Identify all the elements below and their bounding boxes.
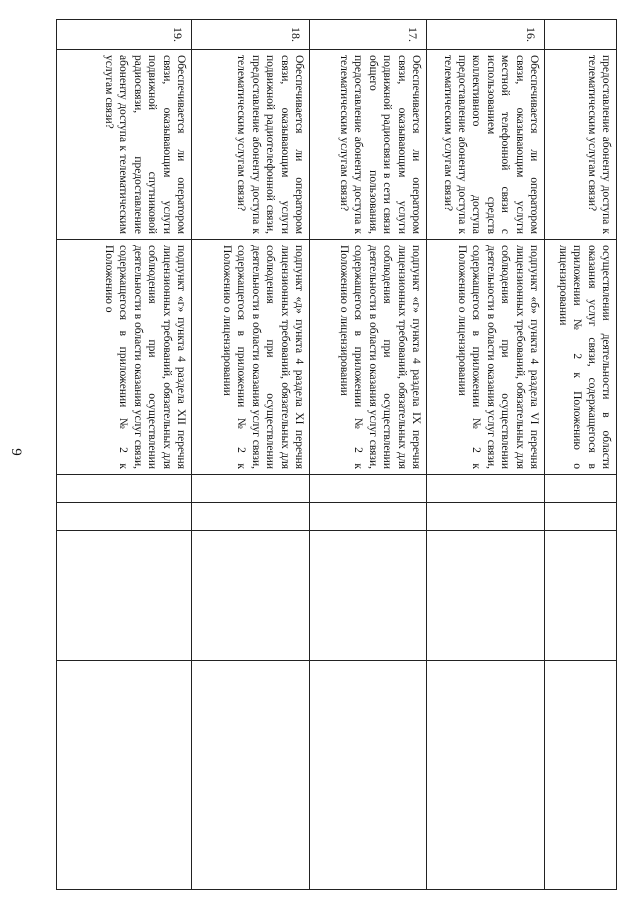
reference-cell: подпункт «г» пункта 4 раздела XII перечня лицензионных требований, обязательных для соблюдения при осуществлении деятельности в области оказания услуг связи, содержащегося в приложении № 2 к Положению о — [57, 240, 192, 475]
answer-cell — [427, 475, 545, 503]
answer-cell — [427, 531, 545, 661]
checklist-sheet — [57, 19, 617, 889]
answer-cell — [545, 531, 617, 661]
question-cell: Обеспечивается ли оператором связи, оказывающим услуги местной телефонной связи с использованием средств коллективного доступа предоставление абоненту доступа к телематическим услугам связи? — [427, 50, 545, 240]
answer-cell — [192, 503, 310, 531]
row-number: 19. — [57, 20, 192, 50]
row-number — [545, 20, 617, 50]
question-cell: Обеспечивается ли оператором связи, оказывающим услуги подвижной радиотелефонной связи, предоставление абоненту доступа к телематическим услугам связи? — [192, 50, 310, 240]
answer-cell — [192, 475, 310, 503]
table-row — [192, 20, 310, 890]
answer-cell — [57, 475, 192, 503]
reference-cell: подпункт «д» пункта 4 раздела XI перечня лицензионных требований, обязательных для соблюдения при осуществлении деятельности в области оказания услуг связи, содержащегося в приложении № 2 к Положению о лицензировании — [192, 240, 310, 475]
answer-cell — [310, 531, 427, 661]
reference-cell: подпункт «г» пункта 4 раздела IX перечня лицензионных требований, обязательных для соблюдения при осуществлении деятельности в области оказания услуг связи, содержащегося в приложении № 2 к Положению о лицензировании — [310, 240, 427, 475]
row-number: 17. — [310, 20, 427, 50]
comment-cell — [192, 661, 310, 890]
row-number: 18. — [192, 20, 310, 50]
reference-cell: подпункт «б» пункта 4 раздела VI перечня лицензионных требований, обязательных для соблюдения при осуществлении деятельности в области оказания услуг связи, содержащегося в приложении № 2 к Положению о лицензировании — [427, 240, 545, 475]
answer-cell — [57, 503, 192, 531]
reference-cell: осуществлении деятельности в области оказания услуг связи, содержащегося в приложении № 2 к Положению о лицензировании — [545, 240, 617, 475]
table-row — [57, 20, 192, 890]
question-cell: Обеспечивается ли оператором связи, оказывающим услуги подвижной спутниковой радиосвязи, предоставление абоненту доступа к телематическим услугам связи? — [57, 50, 192, 240]
question-cell: предоставление абоненту доступа к телематическим услугам связи? — [545, 50, 617, 240]
table-row — [310, 20, 427, 890]
answer-cell — [545, 503, 617, 531]
checklist-table — [56, 19, 617, 890]
page-number: 9 — [8, 448, 24, 456]
answer-cell — [57, 531, 192, 661]
table-row — [545, 20, 617, 890]
comment-cell — [545, 661, 617, 890]
answer-cell — [192, 531, 310, 661]
answer-cell — [427, 503, 545, 531]
table-row — [427, 20, 545, 890]
comment-cell — [57, 661, 192, 890]
answer-cell — [310, 503, 427, 531]
row-number: 16. — [427, 20, 545, 50]
comment-cell — [310, 661, 427, 890]
answer-cell — [545, 475, 617, 503]
question-cell: Обеспечивается ли оператором связи, оказывающим услуги подвижной радиосвязи в сети связи общего пользования, предоставление абоненту доступа к телематическим услугам связи? — [310, 50, 427, 240]
comment-cell — [427, 661, 545, 890]
answer-cell — [310, 475, 427, 503]
